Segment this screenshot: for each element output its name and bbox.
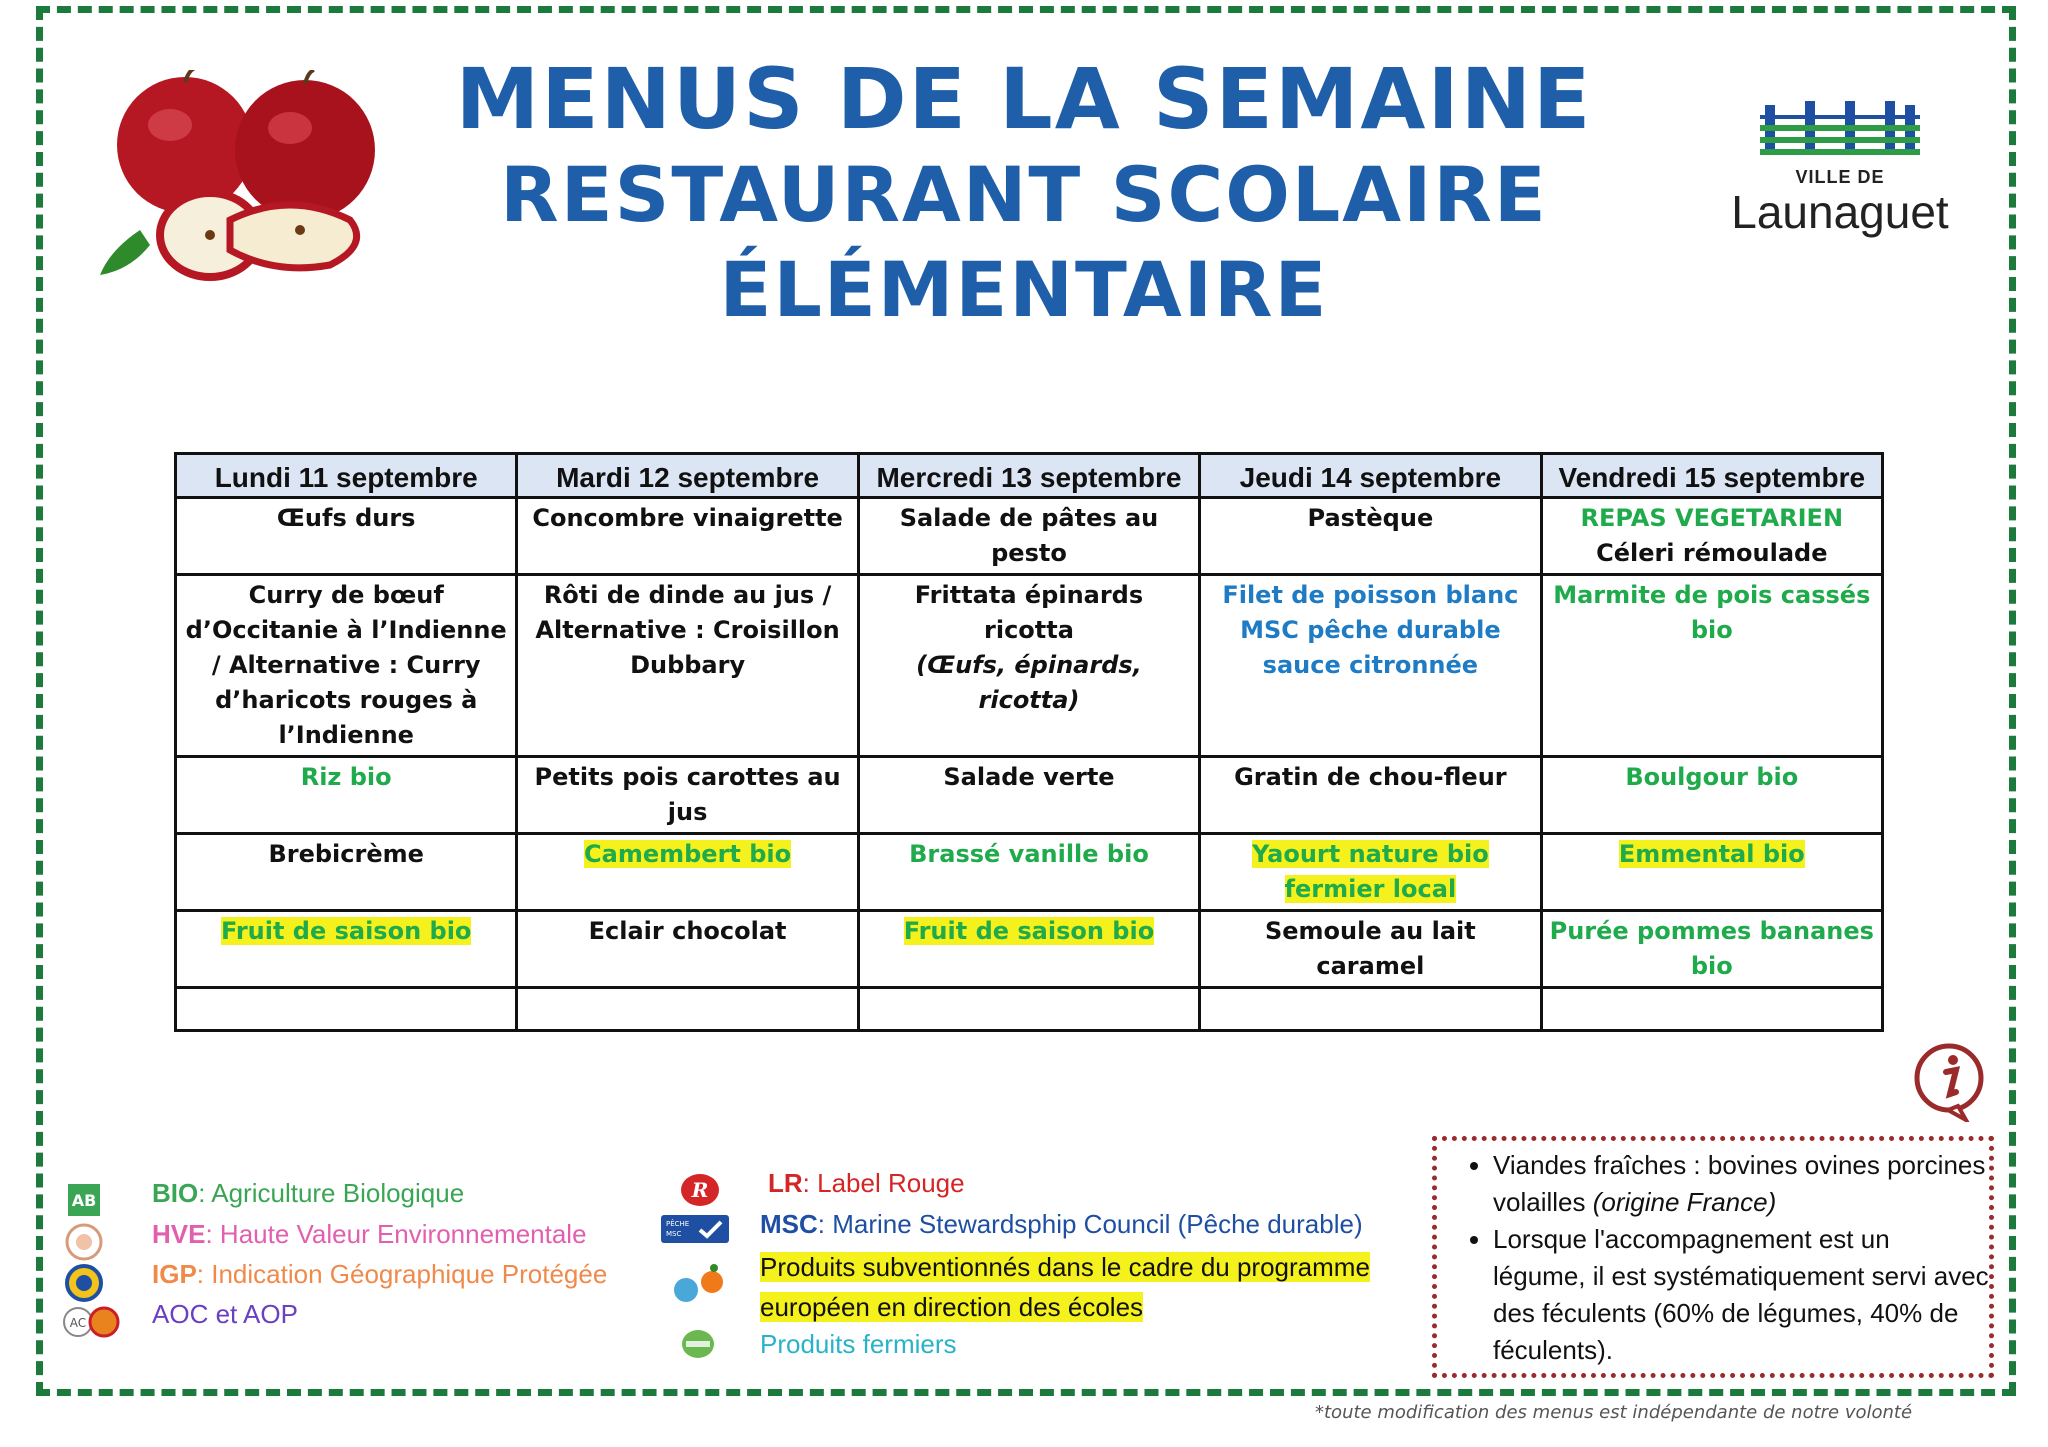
menu-cell: [1200, 834, 1541, 911]
menu-cell: [1200, 911, 1541, 988]
logo-ville-de: VILLE DE: [1795, 167, 1885, 187]
vegetarian-label: REPAS VEGETARIEN: [1580, 504, 1844, 532]
igp-icon: [64, 1263, 104, 1303]
dish-text: Filet de poisson blanc MSC pêche durable sauce citronnée: [1222, 581, 1519, 679]
legend-text: : Haute Valeur Environnementale: [205, 1219, 587, 1249]
legend-msc: [760, 1209, 1363, 1240]
legend-text: AOC et AOP: [152, 1299, 298, 1329]
legend-text: : Marine Stewardsphip Council (Pêche durable): [817, 1209, 1363, 1239]
dish-text: Céleri rémoulade: [1596, 539, 1828, 567]
menu-cell: [1200, 498, 1541, 575]
day-header: Mercredi 13 septembre: [858, 454, 1199, 498]
menu-cell: [1541, 757, 1882, 834]
menu-cell: [517, 757, 858, 834]
dish-text: Marmite de pois cassés bio: [1553, 581, 1871, 644]
menu-cell: [176, 911, 517, 988]
menu-cell: [517, 834, 858, 911]
legend-label-rouge: [768, 1168, 965, 1199]
menu-cell: [517, 988, 858, 1031]
note-origin: (origine France): [1592, 1187, 1777, 1217]
menu-cell: [1541, 988, 1882, 1031]
legend-text: : Label Rouge: [802, 1168, 965, 1198]
legend-abbr: MSC: [760, 1209, 818, 1239]
menu-cell: [1200, 757, 1541, 834]
aoc-aop-icon: [62, 1302, 122, 1342]
legend-eu-program: [760, 1247, 1420, 1327]
label-rouge-icon: [678, 1170, 722, 1210]
dish-text: Rôti de dinde au jus / Alternative : Croisillon Dubbary: [535, 581, 840, 679]
weekly-menu-table: [174, 452, 1884, 1032]
menu-cell: [517, 911, 858, 988]
dish-text: Salade de pâtes au pesto: [899, 504, 1159, 567]
castle-crenel-icon: [1720, 95, 1960, 165]
dish-text: Gratin de chou-fleur: [1234, 763, 1507, 791]
dish-text: Boulgour bio: [1625, 763, 1799, 791]
dish-text: Fruit de saison bio: [220, 917, 472, 945]
menu-cell: [858, 498, 1199, 575]
note-item: [1493, 1221, 1989, 1369]
dish-text: Yaourt nature bio fermier local: [1251, 840, 1489, 903]
dish-text: Concombre vinaigrette: [532, 504, 843, 532]
legend-text: : Indication Géographique Protégée: [196, 1259, 608, 1289]
svg-text:AC: AC: [69, 1316, 87, 1330]
menu-cell: [176, 757, 517, 834]
dish-text: Eclair chocolat: [588, 917, 787, 945]
legend-farm-products: [760, 1329, 957, 1360]
day-header-row: [176, 454, 1883, 498]
dish-text: Salade verte: [943, 763, 1115, 791]
legend-abbr: HVE: [152, 1219, 206, 1249]
menu-cell: [1200, 988, 1541, 1031]
notes-list: [1437, 1147, 1989, 1369]
title-line-2: RESTAURANT SCOLAIRE: [500, 150, 1548, 239]
title-line-3: ÉLÉMENTAIRE: [719, 245, 1329, 334]
dish-text: Riz bio: [300, 763, 392, 791]
menu-cell: [176, 575, 517, 757]
dish-text: Brebicrème: [268, 840, 424, 868]
day-header: Lundi 11 septembre: [176, 454, 517, 498]
day-header: Vendredi 15 septembre: [1541, 454, 1882, 498]
dish-text: Camembert bio: [584, 840, 792, 868]
legend-abbr: IGP: [152, 1259, 197, 1289]
svg-text:MSC: MSC: [666, 1230, 682, 1238]
svg-text:PÊCHE: PÊCHE: [666, 1220, 690, 1228]
legend-igp: [152, 1259, 607, 1290]
note-text: Viandes fraîches : bovines ovines porcines volailles: [1493, 1150, 1986, 1217]
dish-text: Brassé vanille bio: [909, 840, 1149, 868]
menu-cell: [858, 575, 1199, 757]
dish-text: Purée pommes bananes bio: [1549, 917, 1874, 980]
eu-school-icon: [662, 1260, 732, 1310]
dish-text: Petits pois carottes au jus: [534, 763, 841, 826]
side-dish-row: [176, 757, 1883, 834]
legend-abbr: LR: [768, 1168, 803, 1198]
menu-cell: [1200, 575, 1541, 757]
dish-text: Œufs durs: [276, 504, 416, 532]
day-header: Jeudi 14 septembre: [1200, 454, 1541, 498]
legend-bio: [152, 1178, 464, 1209]
dish-text: Pastèque: [1307, 504, 1434, 532]
menu-cell: [176, 498, 517, 575]
menu-cell: [858, 834, 1199, 911]
menu-cell: [1541, 834, 1882, 911]
menu-cell: [1541, 911, 1882, 988]
menu-cell: [176, 834, 517, 911]
legend-text: Produits subventionnés dans le cadre du programme européen en direction des écoles: [760, 1252, 1370, 1322]
farm-products-icon: [678, 1326, 718, 1362]
menu-cell: [858, 757, 1199, 834]
menu-cell: [1541, 575, 1882, 757]
menu-cell: [858, 911, 1199, 988]
note-text: Lorsque l'accompagnement est un légume, il est systématiquement servi avec des féculents (60% de légumes, 40% de féculents).: [1493, 1224, 1989, 1365]
logo-city-name: Launaguet: [1731, 186, 1949, 238]
legend-text: : Agriculture Biologique: [198, 1178, 465, 1208]
menu-cell: [517, 575, 858, 757]
menu-cell: [1541, 498, 1882, 575]
empty-row: [176, 988, 1883, 1031]
legend-text: Produits fermiers: [760, 1329, 957, 1359]
dish-text: Semoule au lait caramel: [1264, 917, 1476, 980]
launaguet-logo: [1720, 95, 1960, 245]
info-icon: [1910, 1042, 1988, 1122]
legend-abbr: BIO: [152, 1178, 199, 1208]
main-dish-row: [176, 575, 1883, 757]
menu-cell: [517, 498, 858, 575]
day-header: Mardi 12 septembre: [517, 454, 858, 498]
dish-text: Curry de bœuf d’Occitanie à l’Indienne / Alternative : Curry d’haricots rouges à l’Indienne: [185, 581, 507, 749]
note-item: [1493, 1147, 1989, 1221]
notes-box: [1432, 1136, 1994, 1378]
dish-text: Frittata épinards ricotta: [914, 581, 1144, 644]
title-line-1: MENUS DE LA SEMAINE: [455, 50, 1593, 148]
dessert-row: [176, 911, 1883, 988]
msc-icon: [660, 1214, 730, 1244]
ab-bio-icon: [66, 1182, 102, 1218]
dairy-row: [176, 834, 1883, 911]
dish-text: Fruit de saison bio: [903, 917, 1155, 945]
hve-icon: [64, 1222, 104, 1262]
dish-text: Emmental bio: [1618, 840, 1805, 868]
legend-hve: [152, 1219, 587, 1250]
legend-aoc-aop: [152, 1299, 298, 1330]
svg-text:AB: AB: [71, 1191, 97, 1210]
svg-text:R: R: [691, 1178, 709, 1202]
footnote: *toute modification des menus est indépendante de notre volonté: [1315, 1402, 1913, 1423]
dish-ingredients-note: (Œufs, épinards, ricotta): [916, 651, 1142, 714]
menu-cell: [176, 988, 517, 1031]
menu-cell: [858, 988, 1199, 1031]
entree-row: [176, 498, 1883, 575]
